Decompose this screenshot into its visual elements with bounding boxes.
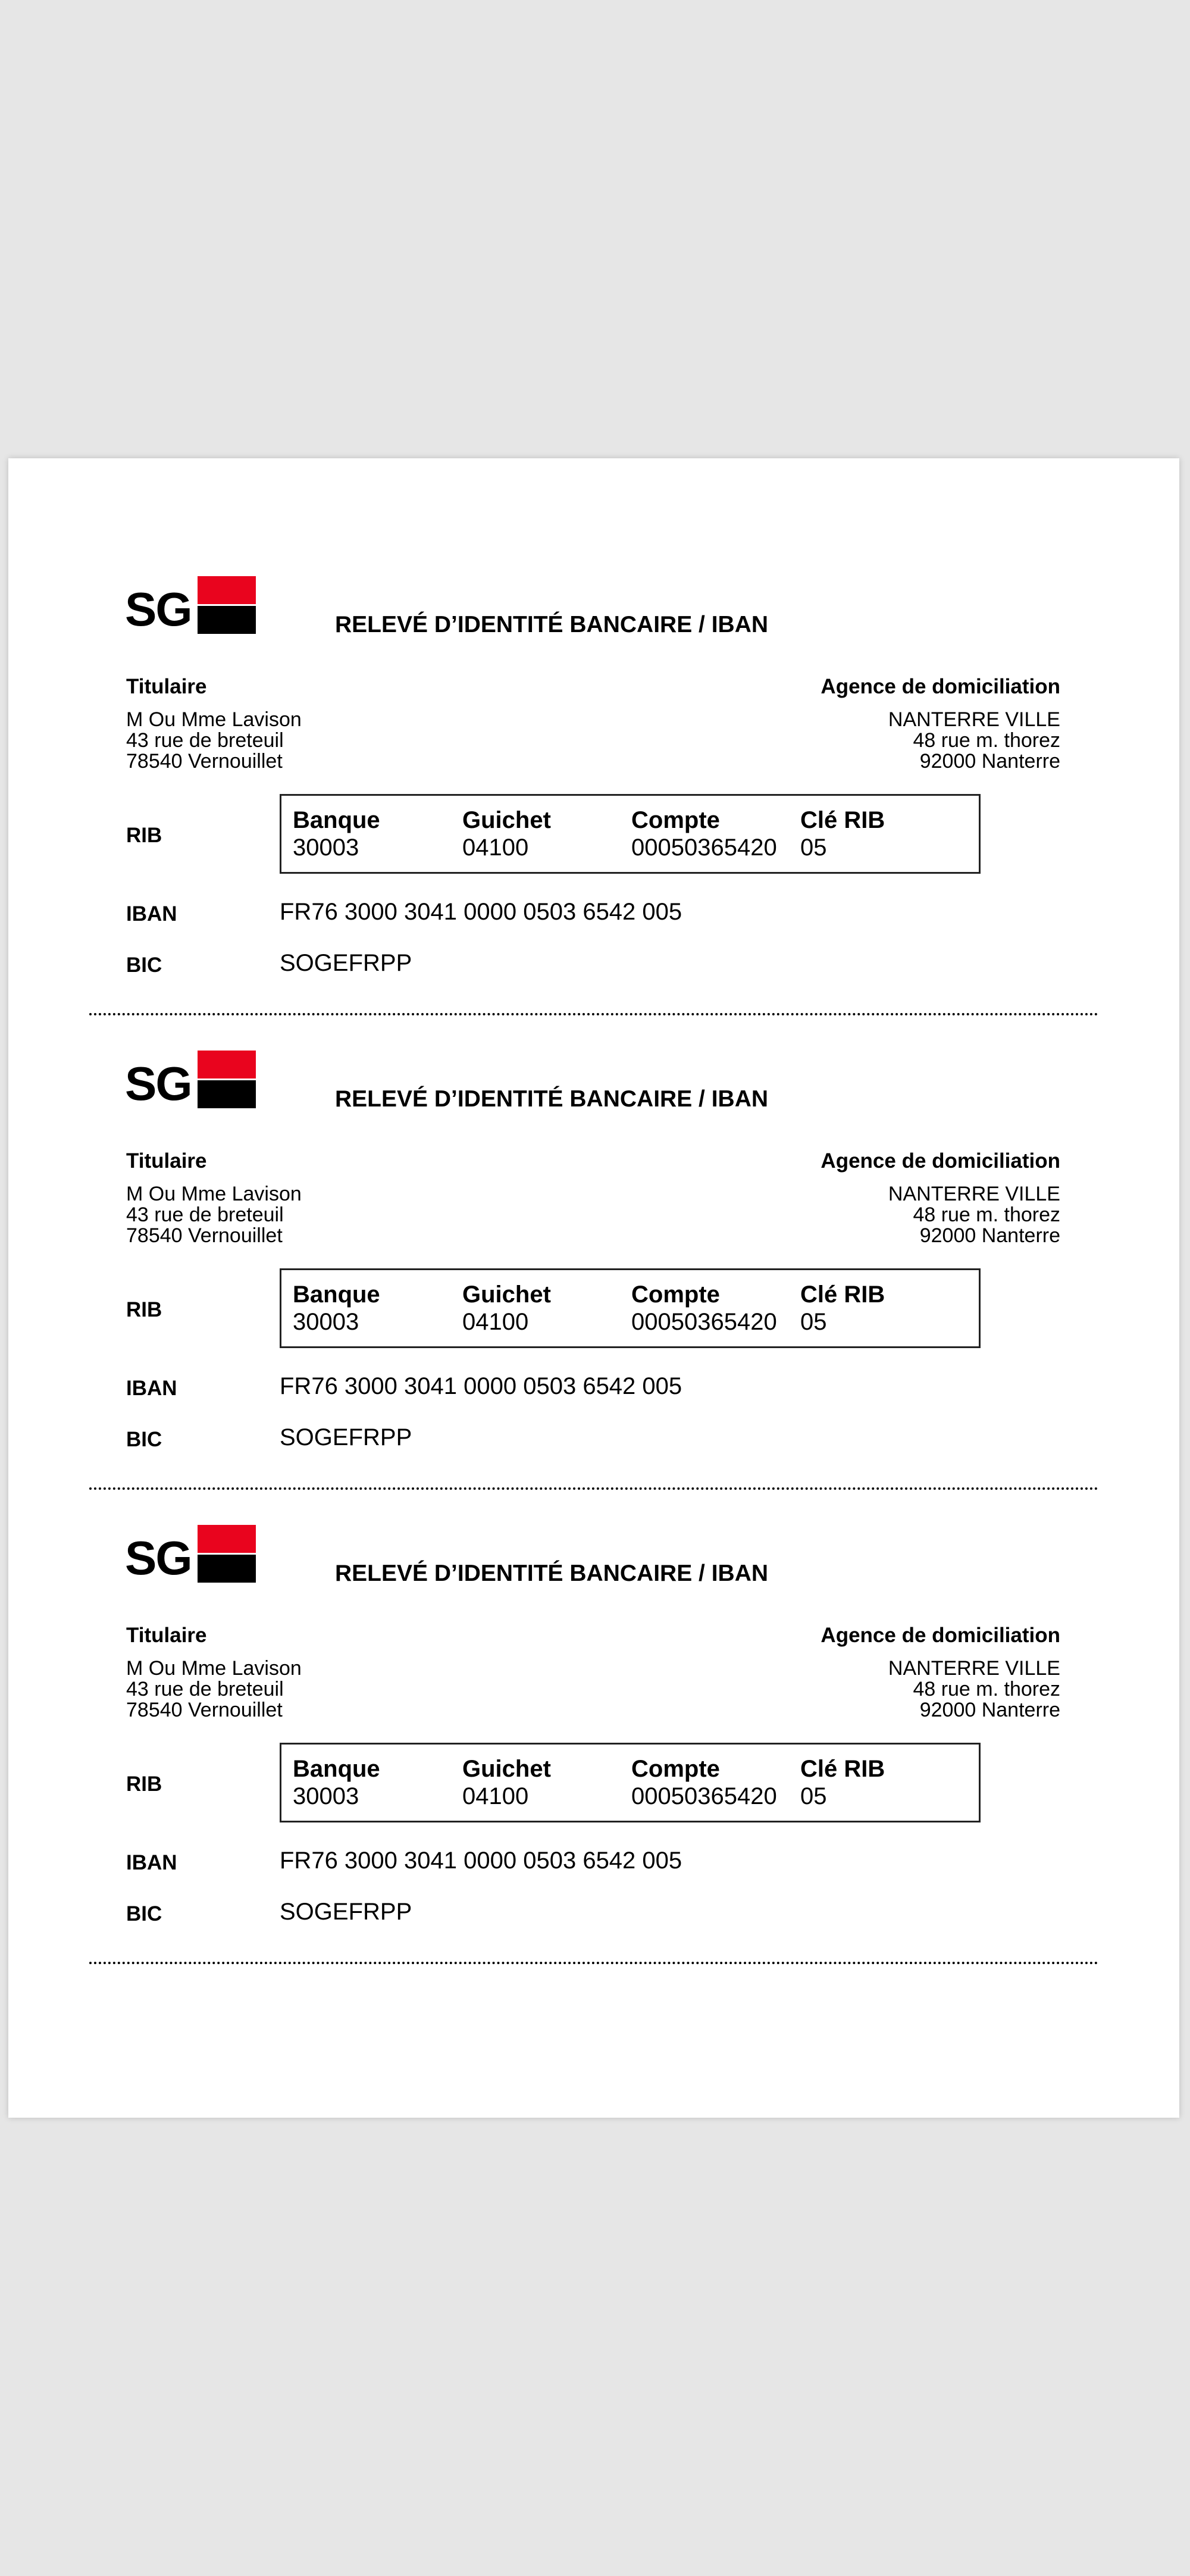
titulaire-name: M Ou Mme Lavison <box>126 708 302 731</box>
agence-address <box>888 1658 1060 1721</box>
agence-street: 48 rue m. thorez <box>913 1203 1060 1226</box>
titulaire-street: 43 rue de breteuil <box>126 1678 284 1700</box>
iban-value: FR76 3000 3041 0000 0503 6542 005 <box>280 1847 682 1874</box>
agence-name: NANTERRE VILLE <box>888 1183 1060 1205</box>
titulaire-address <box>126 1658 302 1721</box>
titulaire-name: M Ou Mme Lavison <box>126 1183 302 1205</box>
titulaire-address <box>126 709 302 772</box>
bic-label: BIC <box>126 954 162 977</box>
guichet-value: 04100 <box>462 1309 529 1335</box>
bic-label: BIC <box>126 1902 162 1925</box>
agence-street: 48 rue m. thorez <box>913 729 1060 752</box>
guichet-value: 04100 <box>462 1783 529 1809</box>
logo-black-square <box>198 1080 256 1108</box>
rib-col-banque <box>293 806 380 861</box>
rib-col-compte <box>631 806 777 861</box>
rib-col-cle <box>800 1755 885 1810</box>
document-page <box>8 458 1179 2118</box>
agence-address <box>888 1184 1060 1246</box>
rib-col-banque <box>293 1281 380 1336</box>
banque-header: Banque <box>293 1281 380 1308</box>
titulaire-name: M Ou Mme Lavison <box>126 1657 302 1680</box>
titulaire-city: 78540 Vernouillet <box>126 1699 283 1721</box>
rib-block-1 <box>8 458 1179 977</box>
banque-value: 30003 <box>293 834 359 861</box>
iban-value: FR76 3000 3041 0000 0503 6542 005 <box>280 1373 682 1399</box>
rib-col-compte <box>631 1281 777 1336</box>
agence-city: 92000 Nanterre <box>919 1224 1060 1247</box>
document-title: RELEVÉ D’IDENTITÉ BANCAIRE / IBAN <box>335 1086 769 1112</box>
agence-label: Agence de domiciliation <box>821 1149 1060 1173</box>
rib-table <box>280 1268 981 1348</box>
cle-header: Clé RIB <box>800 807 885 833</box>
logo-text: SG <box>125 1057 192 1110</box>
cut-line-3 <box>89 1962 1098 1964</box>
rib-label: RIB <box>126 1298 162 1321</box>
banque-value: 30003 <box>293 1309 359 1335</box>
rib-block-3 <box>8 1407 1179 1925</box>
agence-name: NANTERRE VILLE <box>888 708 1060 731</box>
banque-header: Banque <box>293 1756 380 1782</box>
logo-red-square <box>198 1051 256 1078</box>
sg-logo <box>125 576 258 636</box>
banque-value: 30003 <box>293 1783 359 1809</box>
bic-value: SOGEFRPP <box>280 1424 412 1450</box>
titulaire-city: 78540 Vernouillet <box>126 1224 283 1247</box>
iban-label: IBAN <box>126 1851 177 1874</box>
logo-red-square <box>198 1525 256 1553</box>
cle-value: 05 <box>800 1783 827 1809</box>
rib-col-cle <box>800 1281 885 1336</box>
rib-block-2 <box>8 933 1179 1451</box>
titulaire-address <box>126 1184 302 1246</box>
sg-logo <box>125 1051 258 1110</box>
compte-value: 00050365420 <box>631 834 777 861</box>
iban-label: IBAN <box>126 902 177 926</box>
cle-value: 05 <box>800 1309 827 1335</box>
titulaire-label: Titulaire <box>126 1149 207 1173</box>
rib-table <box>280 1743 981 1822</box>
iban-value: FR76 3000 3041 0000 0503 6542 005 <box>280 899 682 925</box>
agence-address <box>888 709 1060 772</box>
rib-label: RIB <box>126 824 162 847</box>
cle-header: Clé RIB <box>800 1756 885 1782</box>
bic-value: SOGEFRPP <box>280 1899 412 1925</box>
agence-city: 92000 Nanterre <box>919 1699 1060 1721</box>
titulaire-street: 43 rue de breteuil <box>126 1203 284 1226</box>
agence-street: 48 rue m. thorez <box>913 1678 1060 1700</box>
rib-col-guichet <box>462 1755 551 1810</box>
compte-header: Compte <box>631 1756 720 1782</box>
sg-logo <box>125 1525 258 1584</box>
logo-text: SG <box>125 1531 192 1584</box>
titulaire-label: Titulaire <box>126 1624 207 1647</box>
titulaire-street: 43 rue de breteuil <box>126 729 284 752</box>
compte-value: 00050365420 <box>631 1783 777 1809</box>
logo-red-square <box>198 576 256 604</box>
cle-value: 05 <box>800 834 827 861</box>
logo-black-square <box>198 1555 256 1583</box>
bic-value: SOGEFRPP <box>280 950 412 976</box>
rib-label: RIB <box>126 1772 162 1796</box>
rib-col-banque <box>293 1755 380 1810</box>
bic-label: BIC <box>126 1428 162 1451</box>
document-title: RELEVÉ D’IDENTITÉ BANCAIRE / IBAN <box>335 1561 769 1586</box>
compte-value: 00050365420 <box>631 1309 777 1335</box>
document-title: RELEVÉ D’IDENTITÉ BANCAIRE / IBAN <box>335 612 769 637</box>
agence-label: Agence de domiciliation <box>821 1624 1060 1647</box>
titulaire-city: 78540 Vernouillet <box>126 750 283 773</box>
banque-header: Banque <box>293 807 380 833</box>
guichet-header: Guichet <box>462 1281 551 1308</box>
rib-col-cle <box>800 806 885 861</box>
agence-city: 92000 Nanterre <box>919 750 1060 773</box>
compte-header: Compte <box>631 1281 720 1308</box>
rib-col-compte <box>631 1755 777 1810</box>
titulaire-label: Titulaire <box>126 675 207 698</box>
logo-black-square <box>198 606 256 634</box>
logo-text: SG <box>125 583 192 636</box>
guichet-header: Guichet <box>462 807 551 833</box>
cle-header: Clé RIB <box>800 1281 885 1308</box>
agence-name: NANTERRE VILLE <box>888 1657 1060 1680</box>
rib-col-guichet <box>462 1281 551 1336</box>
rib-col-guichet <box>462 806 551 861</box>
guichet-value: 04100 <box>462 834 529 861</box>
iban-label: IBAN <box>126 1377 177 1400</box>
compte-header: Compte <box>631 807 720 833</box>
guichet-header: Guichet <box>462 1756 551 1782</box>
agence-label: Agence de domiciliation <box>821 675 1060 698</box>
rib-table <box>280 794 981 874</box>
